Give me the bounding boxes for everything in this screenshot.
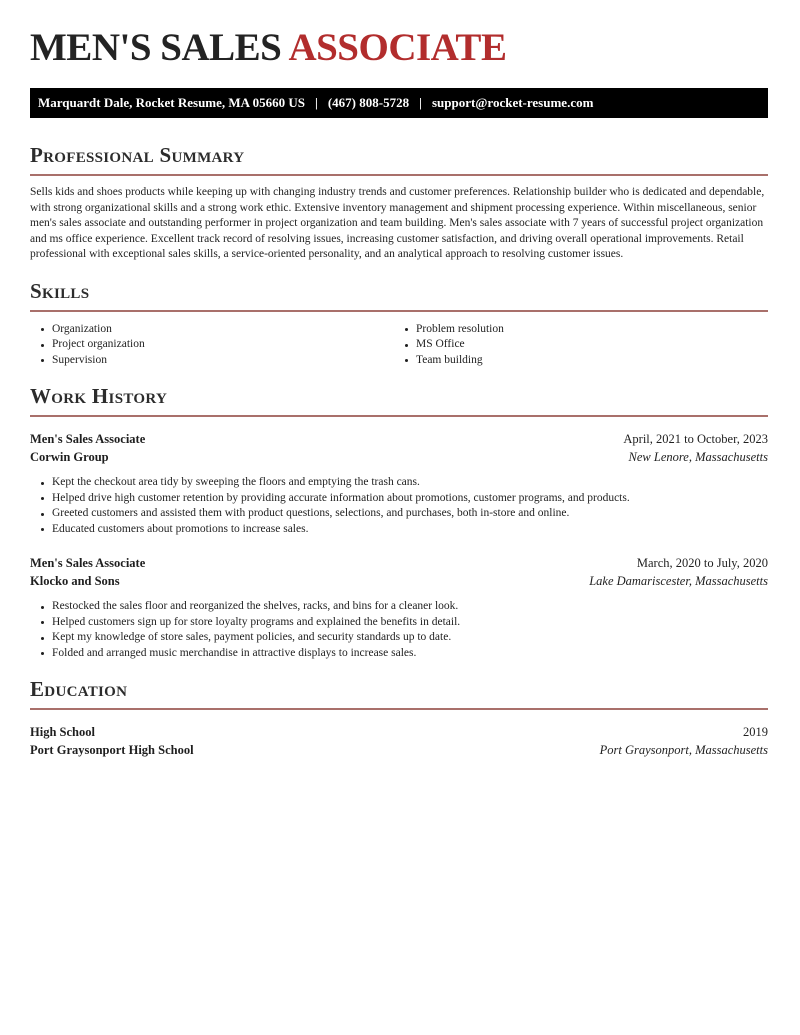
contact-email: support@rocket-resume.com — [431, 95, 594, 110]
summary-text: Sells kids and shoes products while keeping up with changing industry trends and customer preferences. Relationship builder who is dedicated and dependable, with strong organizational skills and a strong work ethic. Extensive inventory management and shipment processing experience. Within miscellaneous, senior men's sales associate and outstanding performer in project organization and team building. Men's sales associate with 7 years of successful project organization and ms office experience. Excellent track record of resolving issues, increasing customer satisfaction, and driving overall operational improvements. Retail professional with exceptional sales skills, a service-oriented personality, and an analytical approach to resolving customer issues. — [30, 186, 765, 260]
skill-item: Problem resolution — [399, 322, 768, 338]
education-degree: High School — [30, 725, 95, 739]
work-entry — [30, 430, 768, 537]
resume-title-accent: ASSOCIATE — [288, 26, 507, 69]
job-bullet-list — [30, 599, 768, 661]
job-bullet: Helped drive high customer retention by providing accurate information about promotions, customer programs, and products. — [30, 491, 768, 507]
section-work-history — [30, 384, 768, 661]
skills-columns — [30, 322, 768, 369]
contact-phone: (467) 808-5728 — [327, 95, 410, 110]
job-title: Men's Sales Associate — [30, 432, 146, 446]
section-heading-work-history: Work History — [30, 384, 768, 417]
job-bullet: Educated customers about promotions to increase sales. — [30, 522, 768, 538]
section-heading-skills: Skills — [30, 279, 768, 312]
section-skills — [30, 279, 768, 369]
job-title: Men's Sales Associate — [30, 556, 146, 570]
education-degree-row — [30, 723, 768, 741]
job-bullet: Helped customers sign up for store loyalty programs and explained the benefits in detail. — [30, 615, 768, 631]
job-company: Corwin Group — [30, 450, 109, 464]
job-bullet: Kept the checkout area tidy by sweeping the floors and emptying the trash cans. — [30, 475, 768, 491]
work-entry — [30, 554, 768, 661]
education-school: Port Graysonport High School — [30, 743, 194, 757]
education-location: Port Graysonport, Massachusetts — [599, 743, 768, 757]
job-bullet-list — [30, 475, 768, 537]
contact-bar — [30, 88, 768, 118]
job-bullet: Greeted customers and assisted them with product questions, selections, and purchases, both in-store and online. — [30, 506, 768, 522]
work-entry-company-row — [30, 572, 768, 590]
job-dates: March, 2020 to July, 2020 — [636, 556, 768, 570]
skill-item: Project organization — [30, 337, 399, 353]
skill-item: Supervision — [30, 353, 399, 369]
work-entry-title-row — [30, 554, 768, 572]
contact-separator: | — [314, 95, 318, 110]
job-bullet: Folded and arranged music merchandise in attractive displays to increase sales. — [30, 646, 768, 662]
education-school-row — [30, 741, 768, 759]
resume-title — [30, 28, 768, 67]
job-company: Klocko and Sons — [30, 574, 120, 588]
work-entry-title-row — [30, 430, 768, 448]
section-education — [30, 677, 768, 759]
skill-item: Team building — [399, 353, 768, 369]
job-location: New Lenore, Massachusetts — [628, 450, 768, 464]
skill-item: Organization — [30, 322, 399, 338]
contact-separator: | — [419, 95, 422, 110]
skills-column-left — [30, 322, 399, 369]
job-bullet: Kept my knowledge of store sales, payment policies, and security standards up to date. — [30, 630, 768, 646]
job-location: Lake Damariscester, Massachusetts — [589, 574, 768, 588]
skills-column-right — [399, 322, 768, 369]
job-bullet: Restocked the sales floor and reorganized the shelves, racks, and bins for a cleaner look. — [30, 599, 768, 615]
section-heading-education: Education — [30, 677, 768, 710]
education-entry — [30, 723, 768, 759]
contact-address: Marquardt Dale, Rocket Resume, MA 05660 US — [38, 95, 305, 110]
education-year: 2019 — [743, 725, 768, 739]
job-dates: April, 2021 to October, 2023 — [623, 432, 768, 446]
work-entry-company-row — [30, 448, 768, 466]
section-heading-professional-summary: Professional Summary — [30, 143, 768, 176]
skill-item: MS Office — [399, 337, 768, 353]
resume-title-primary: MEN'S SALES — [30, 26, 289, 69]
section-professional-summary — [30, 143, 768, 263]
